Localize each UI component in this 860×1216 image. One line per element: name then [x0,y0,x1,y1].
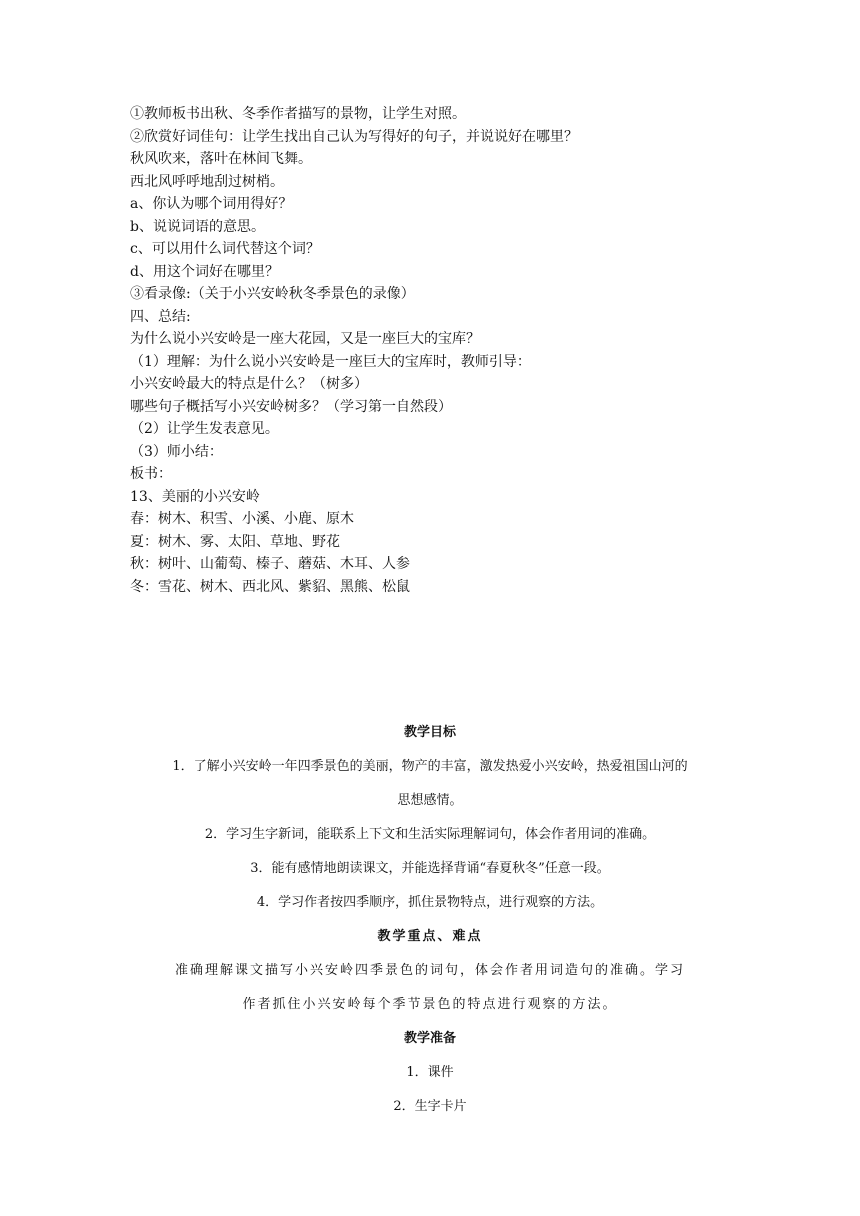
objectives-heading: 教学目标 [403,725,456,740]
text-line: 春：树木、积雪、小溪、小鹿、原木 [130,511,354,527]
objective-2: 2．学习生字新词，能联系上下文和生活实际理解词句，体会作者用词的准确。 [204,827,656,842]
preparation-heading: 教学准备 [403,1031,456,1046]
key-points-line2: 作者抓住小兴安岭每个季节景色的特点进行观察的方法。 [242,997,618,1012]
text-line: 四、总结: [130,308,191,325]
text-line: （1）理解：为什么说小兴安岭是一座巨大的宝库时，教师引导： [130,353,531,370]
text-line: 夏：树木、雾、太阳、草地、野花 [130,533,340,550]
key-points-heading: 教学重点、难点 [377,929,483,944]
text-line: 冬：雪花、树木、西北风、紫貂、黑熊、松鼠 [130,578,410,595]
text-line: （2）让学生发表意见。 [130,421,279,437]
objective-1-line2: 思想感情。 [397,793,463,808]
text-line: 13、美丽的小兴安岭 [130,488,260,505]
objective-4: 4．学习作者按四季顺序，抓住景物特点，进行观察的方法。 [256,895,604,910]
key-points-line1: 准确理解课文描写小兴安岭四季景色的词句，体会作者用词造句的准确。学习 [174,963,685,978]
text-line: （3）师小结： [130,443,223,460]
text-line: 秋风吹来，落叶在林间飞舞。 [130,151,312,167]
text-line: c、可以用什么词代替这个词？ [130,241,320,257]
text-line: b、说说词语的意思。 [130,218,265,235]
text-line: ①教师板书出秋、冬季作者描写的景物，让学生对照。 [130,106,466,122]
text-line: 秋：树叶、山葡萄、榛子、蘑菇、木耳、人参 [130,556,410,572]
text-line: 为什么说小兴安岭是一座大花园，又是一座巨大的宝库？ [130,331,480,347]
text-line: 哪些句子概括写小兴安岭树多？（学习第一自然段） [130,398,452,415]
text-line: ③看录像:（关于小兴安岭秋冬季景色的录像） [130,286,415,302]
lesson-notes [130,103,750,598]
text-line: 板书： [130,466,172,482]
objective-3: 3．能有感情地朗读课文，并能选择背诵“春夏秋冬”任意一段。 [250,861,610,876]
preparation-2: 2．生字卡片 [393,1099,467,1114]
preparation-1: 1．课件 [406,1065,454,1080]
objective-1-line1: 1．了解小兴安岭一年四季景色的美丽，物产的丰富，激发热爱小兴安岭，热爱祖国山河的 [172,759,688,774]
text-line: 小兴安岭最大的特点是什么？（树多） [130,376,368,392]
text-line: 西北风呼呼地刮过树梢。 [130,173,284,190]
text-line: d、用这个词好在哪里？ [130,263,279,280]
lesson-plan-summary [130,724,730,1116]
text-line: a、你认为哪个词用得好？ [130,196,293,212]
text-line: ②欣赏好词佳句：让学生找出自己认为写得好的句子，并说说好在哪里？ [130,128,578,145]
